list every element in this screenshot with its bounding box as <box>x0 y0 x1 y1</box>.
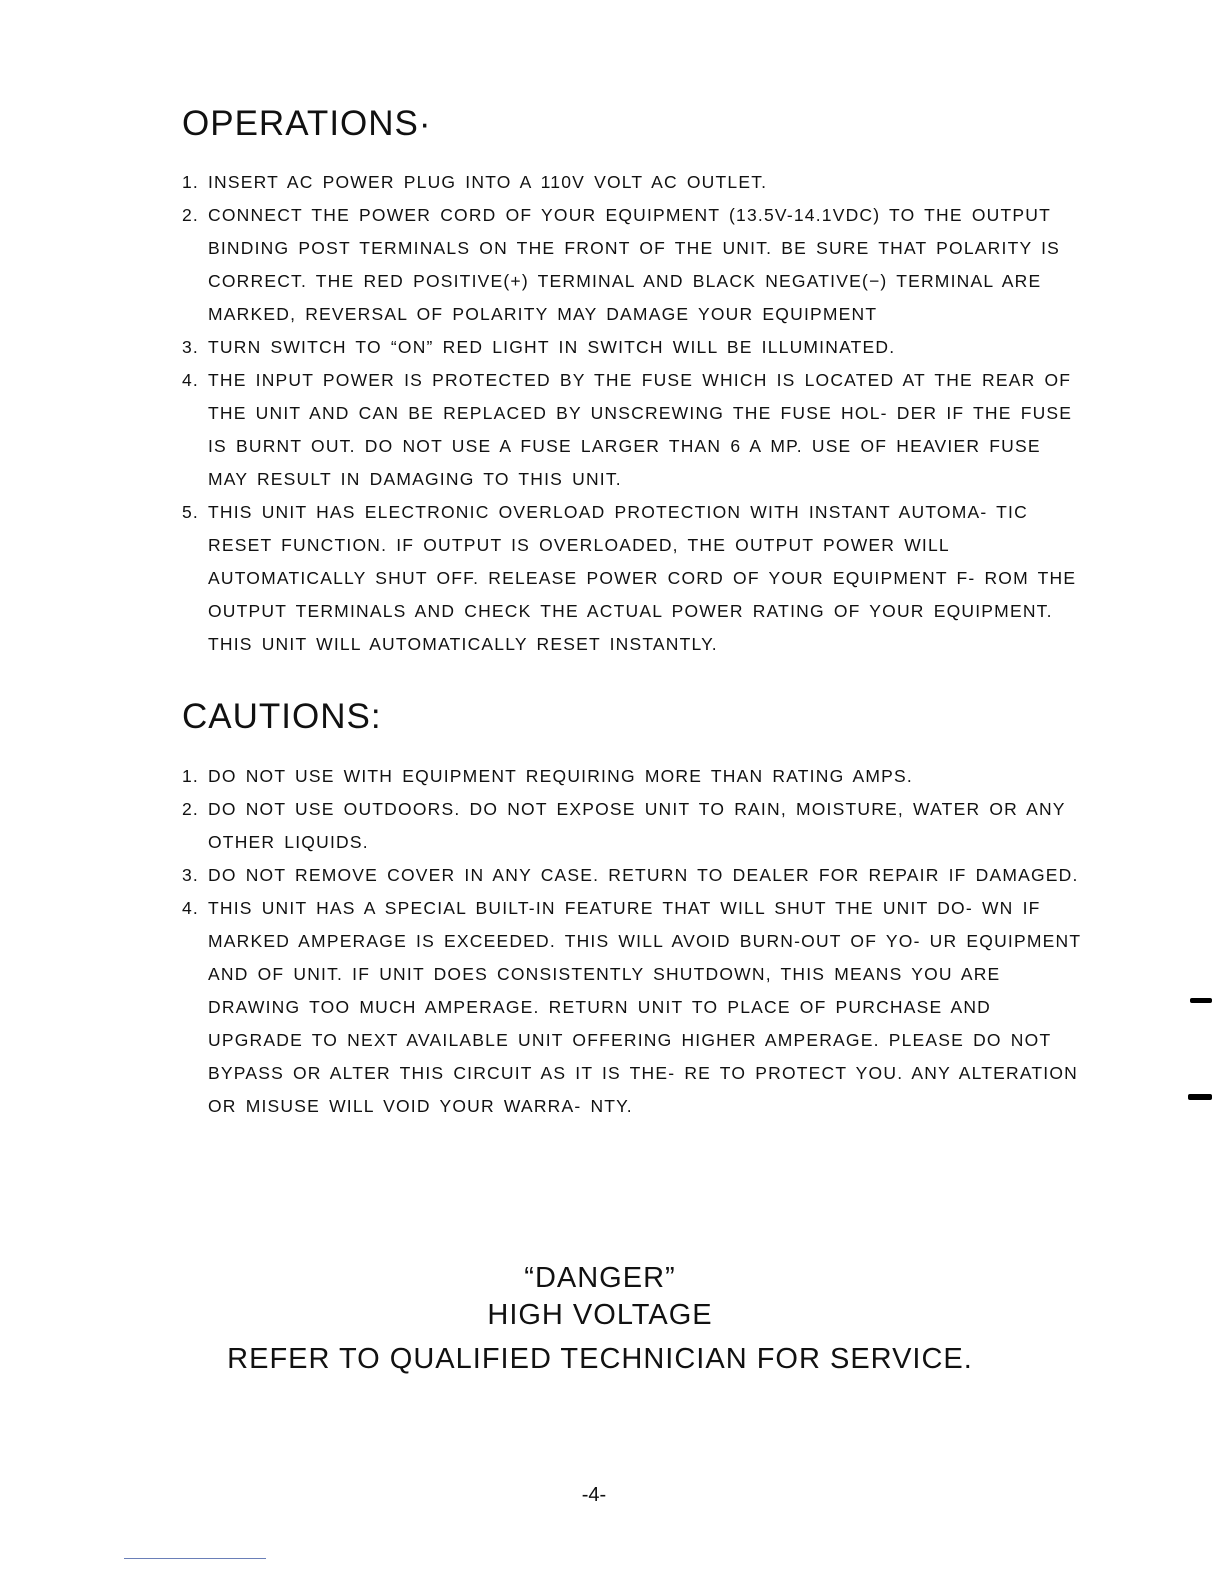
bottom-rule <box>124 1558 266 1559</box>
operations-item <box>182 199 1082 331</box>
operations-item <box>182 496 1082 661</box>
item-number: 1. <box>182 172 199 192</box>
item-text: THIS UNIT HAS A SPECIAL BUILT-IN FEATURE THAT WILL SHUT THE UNIT DO- WN IF MARKED AMPERAGE IS EXCEEDED. THIS WILL AVOID BURN-OUT OF YO- UR EQUIPMENT AND OF UNIT. IF UNIT DOES CONSISTENTLY SHUTDOWN, THIS MEANS YOU ARE DRAWING TOO MUCH AMPERAGE. RETURN UNIT TO PLACE OF PURCHASE AND UPGRADE TO NEXT AVAILABLE UNIT OFFERING HIGHER AMPERAGE. PLEASE DO NOT BYPASS OR ALTER THIS CIRCUIT AS IT IS THE- RE TO PROTECT YOU. ANY ALTERATION OR MISUSE WILL VOID YOUR WARRA- NTY. <box>208 898 1081 1116</box>
operations-item <box>182 364 1082 496</box>
page-number: -4- <box>581 1484 607 1506</box>
item-number: 3. <box>182 337 199 357</box>
danger-title: “DANGER” <box>524 1262 676 1294</box>
scan-mark <box>1190 998 1212 1003</box>
item-text: TURN SWITCH TO “ON” RED LIGHT IN SWITCH WILL BE ILLUMINATED. <box>208 337 896 357</box>
item-number: 1. <box>182 766 199 786</box>
operations-list <box>182 166 1082 661</box>
scan-mark <box>1188 1094 1212 1100</box>
danger-instruction: REFER TO QUALIFIED TECHNICIAN FOR SERVICE. <box>227 1343 973 1375</box>
item-text: CONNECT THE POWER CORD OF YOUR EQUIPMENT (13.5V-14.1VDC) TO THE OUTPUT BINDING POST TERMINALS ON THE FRONT OF THE UNIT. BE SURE THAT POLARITY IS CORRECT. THE RED POSITIVE(+) TERMINAL AND BLACK NEGATIVE(−) TERMINAL ARE MARKED, REVERSAL OF POLARITY MAY DAMAGE YOUR EQUIPMENT <box>208 205 1061 324</box>
cautions-heading: CAUTIONS: <box>182 697 382 736</box>
cautions-item <box>182 859 1082 892</box>
item-number: 4. <box>182 370 199 390</box>
cautions-list <box>182 760 1082 1123</box>
item-number: 4. <box>182 898 199 918</box>
cautions-item <box>182 892 1082 1123</box>
item-text: INSERT AC POWER PLUG INTO A 110V VOLT AC OUTLET. <box>208 172 768 192</box>
item-number: 2. <box>182 205 199 225</box>
item-text: THE INPUT POWER IS PROTECTED BY THE FUSE WHICH IS LOCATED AT THE REAR OF THE UNIT AND CAN BE REPLACED BY UNSCREWING THE FUSE HOL- DER IF THE FUSE IS BURNT OUT. DO NOT USE A FUSE LARGER THAN 6 A MP. USE OF HEAVIER FUSE MAY RESULT IN DAMAGING TO THIS UNIT. <box>208 370 1073 489</box>
operations-item <box>182 331 1082 364</box>
operations-item <box>182 166 1082 199</box>
operations-heading: OPERATIONS· <box>182 104 432 143</box>
item-number: 3. <box>182 865 199 885</box>
danger-subtitle: HIGH VOLTAGE <box>487 1299 713 1331</box>
cautions-item <box>182 793 1082 859</box>
item-text: DO NOT USE WITH EQUIPMENT REQUIRING MORE THAN RATING AMPS. <box>208 766 913 786</box>
item-text: DO NOT USE OUTDOORS. DO NOT EXPOSE UNIT TO RAIN, MOISTURE, WATER OR ANY OTHER LIQUIDS. <box>208 799 1066 852</box>
item-text: DO NOT REMOVE COVER IN ANY CASE. RETURN TO DEALER FOR REPAIR IF DAMAGED. <box>208 865 1079 885</box>
item-text: THIS UNIT HAS ELECTRONIC OVERLOAD PROTECTION WITH INSTANT AUTOMA- TIC RESET FUNCTION. IF OUTPUT IS OVERLOADED, THE OUTPUT POWER WILL AUTOMATICALLY SHUT OFF. RELEASE POWER CORD OF YOUR EQUIPMENT F- ROM THE OUTPUT TERMINALS AND CHECK THE ACTUAL POWER RATING OF YOUR EQUIPMENT. THIS UNIT WILL AUTOMATICALLY RESET INSTANTLY. <box>208 502 1077 654</box>
cautions-item <box>182 760 1082 793</box>
item-number: 2. <box>182 799 199 819</box>
item-number: 5. <box>182 502 199 522</box>
